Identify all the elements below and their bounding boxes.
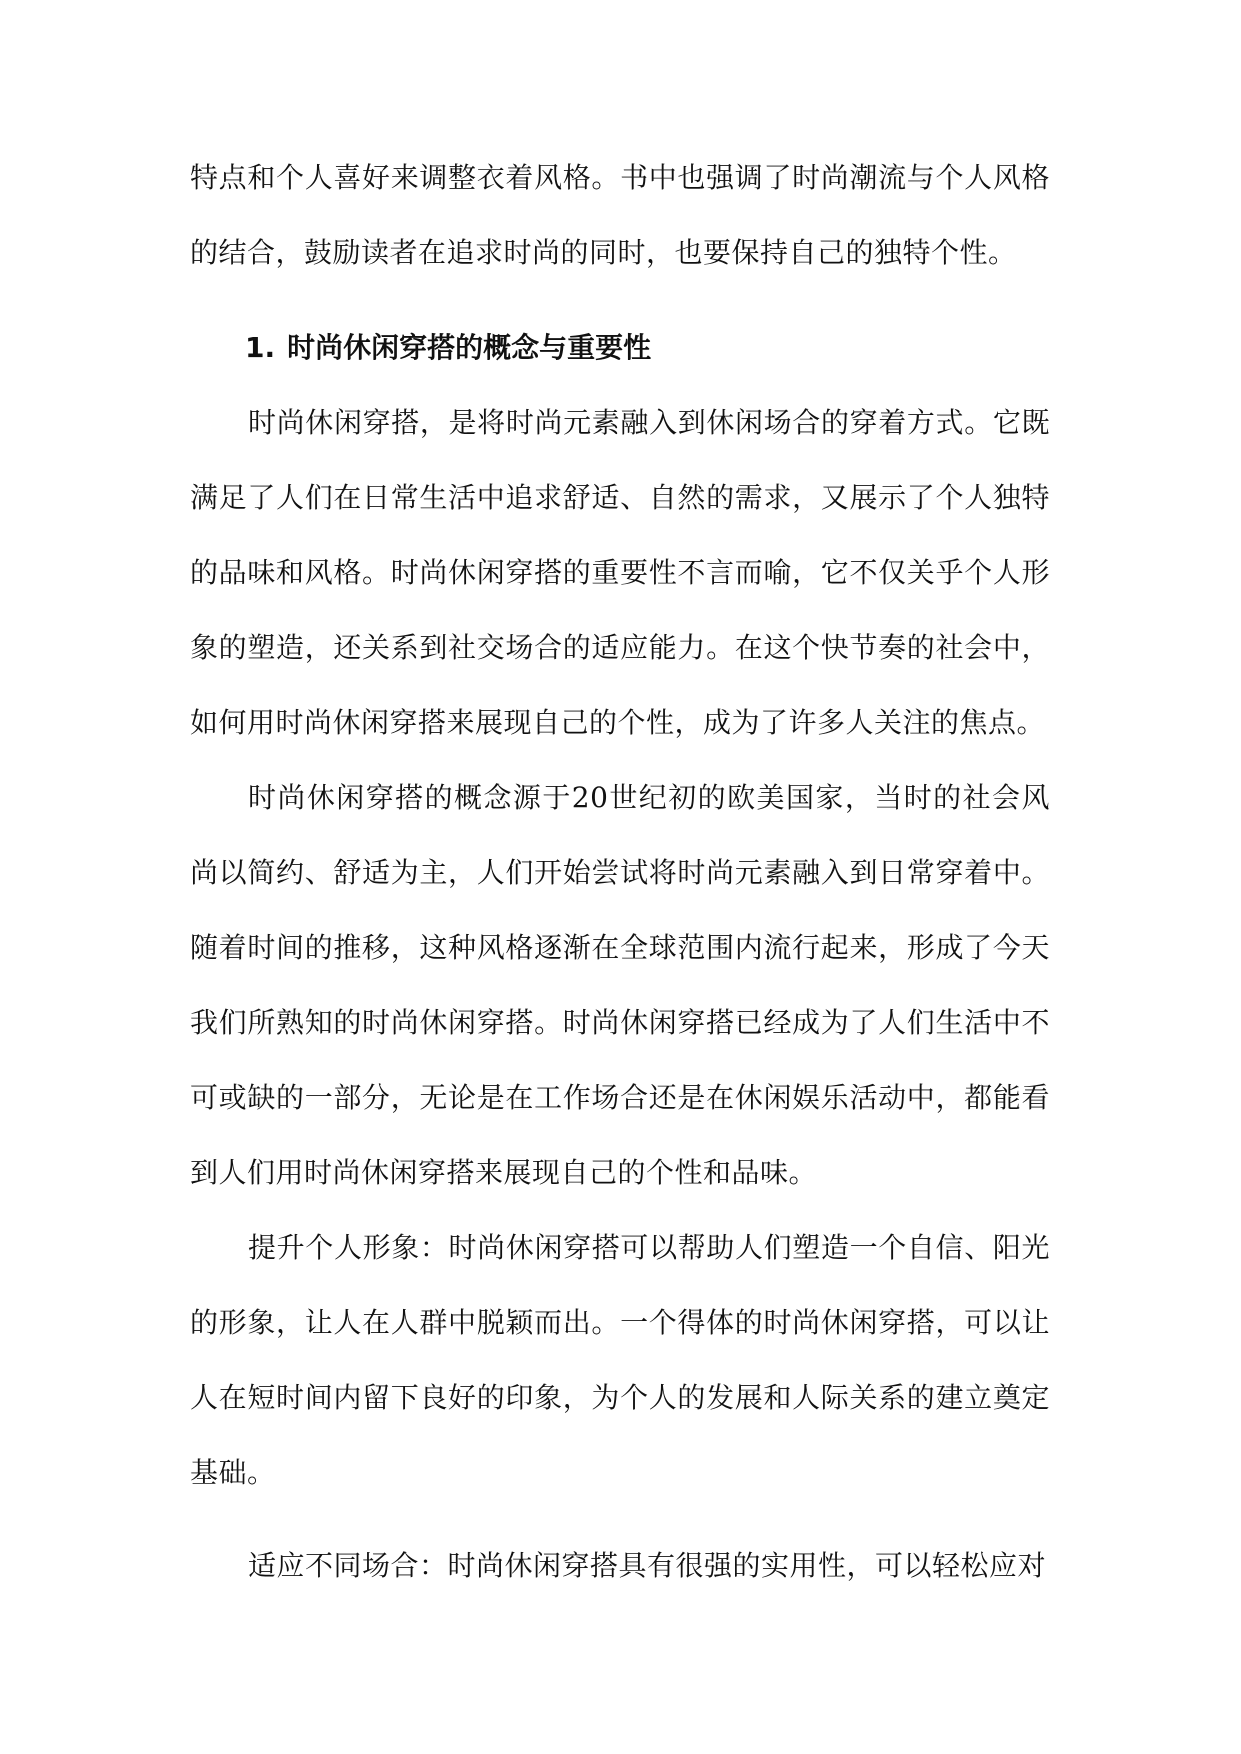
body-paragraph-image: 提升个人形象：时尚休闲穿搭可以帮助人们塑造一个自信、阳光的形象，让人在人群中脱颖而出。一个得体的时尚休闲穿搭，可以让人在短时间内留下良好的印象，为个人的发展和人际关系的建立奠定基础。 (190, 1231, 1050, 1489)
page-content (190, 140, 1050, 1603)
continued-paragraph: 特点和个人喜好来调整衣着风格。书中也强调了时尚潮流与个人风格的结合，鼓励读者在追求时尚的同时，也要保持自己的独特个性。 (190, 161, 1050, 269)
body-paragraph-occasions: 适应不同场合：时尚休闲穿搭具有很强的实用性，可以轻松应对 (248, 1549, 1047, 1582)
body-paragraph-origin: 时尚休闲穿搭的概念源于20世纪初的欧美国家，当时的社会风尚以简约、舒适为主，人们开始尝试将时尚元素融入到日常穿着中。随着时间的推移，这种风格逐渐在全球范围内流行起来，形成了今天我们所熟知的时尚休闲穿搭。时尚休闲穿搭已经成为了人们生活中不可或缺的一部分，无论是在工作场合还是在休闲娱乐活动中，都能看到人们用时尚休闲穿搭来展现自己的个性和品味。 (190, 781, 1050, 1189)
body-paragraph-concept: 时尚休闲穿搭，是将时尚元素融入到休闲场合的穿着方式。它既满足了人们在日常生活中追求舒适、自然的需求，又展示了个人独特的品味和风格。时尚休闲穿搭的重要性不言而喻，它不仅关乎个人形象的塑造，还关系到社交场合的适应能力。在这个快节奏的社会中，如何用时尚休闲穿搭来展现自己的个性，成为了许多人关注的焦点。 (190, 406, 1050, 739)
section-title: 时尚休闲穿搭的概念与重要性 (287, 331, 652, 364)
section-number: 1. (245, 331, 276, 364)
section-heading (190, 310, 1050, 385)
